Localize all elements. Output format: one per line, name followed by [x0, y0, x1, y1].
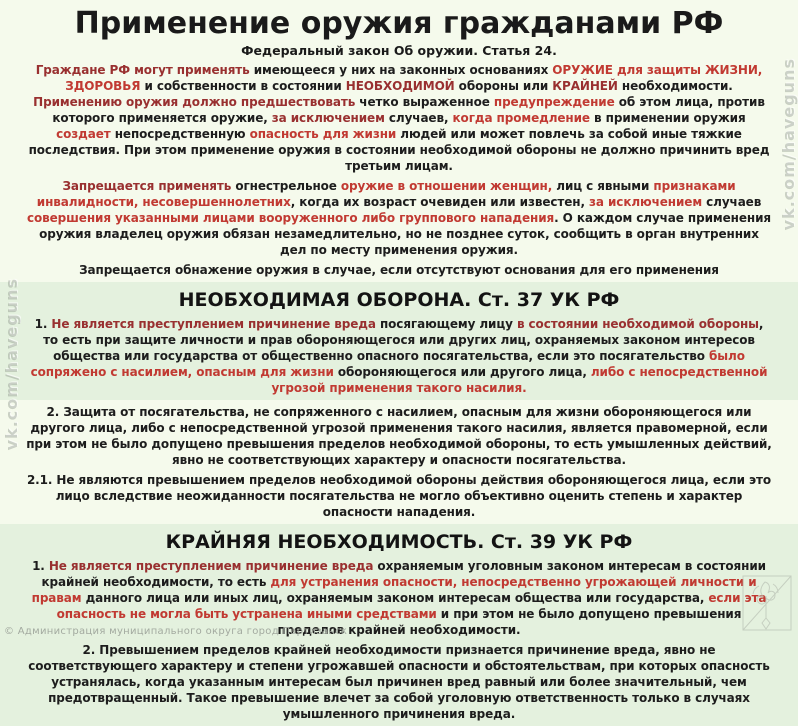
- page-subtitle: Федеральный закон Об оружии. Статья 24.: [241, 43, 557, 58]
- section-defense-band-2: [0, 400, 798, 524]
- watermark-left: vk.com/haveguns: [2, 278, 21, 451]
- section-heading-defense: НЕОБХОДИМАЯ ОБОРОНА. Ст. 37 УК РФ: [178, 289, 620, 311]
- intro-paragraph-1: Граждане РФ могут применять имеющееся у них на законных основаниях ОРУЖИЕ для защиты ЖИЗНИ, ЗДОРОВЬЯ и собственности в состоянии НЕОБХОДИМОЙ обороны или КРАЙНЕЙ необходимости. Применению оружия должно предшествовать четко выраженное предупреждение об этом лица, против которого применяется оружие, за исключением случаев, когда промедление в применении оружия создает непосредственную опасность для жизни людей или может повлечь за собой иные тяжкие последствия. При этом применение оружия в состоянии необходимой обороны не должно причинить вред третьим лицам.: [28, 63, 770, 173]
- intro-paragraph-3: Запрещается обнажение оружия в случае, если отсутствуют основания для его применения: [79, 263, 719, 277]
- intro-paragraph-2: Запрещается применять огнестрельное оружие в отношении женщин, лиц с явными признаками инвалидности, несовершеннолетних, когда их возраст очевиден или известен, за исключением случаев совершения указанными лицами вооруженного либо группового нападения. О каждом случае применения оружия владелец оружия обязан незамедлительно, но не позднее суток, сообщить в орган внутренних дел по месту применения оружия.: [26, 179, 771, 257]
- section-heading-necessity: КРАЙНЯЯ НЕОБХОДИМОСТЬ. Ст. 39 УК РФ: [165, 531, 633, 553]
- copyright-text: © Администрация муниципального округа город Партизанск: [4, 626, 348, 637]
- crest-emblem-icon: [737, 568, 795, 634]
- section-defense-band: [0, 282, 798, 400]
- intro-band: [0, 0, 798, 282]
- necessity-paragraph-1: 1. Не является преступлением причинение вреда охраняемым уголовным законом интересам в состоянии крайней необходимости, то есть для устранения опасности, непосредственно угрожающей личности и правам данного лица или иных лиц, охраняемым законом интересам общества или государства, если эта опасность не могла быть устранена иными средствами и при этом не было допущено превышения пределов крайней необходимости.: [31, 559, 767, 637]
- defense-paragraph-2-1: 2.1. Не являются превышением пределов необходимой обороны действия обороняющегося лица, если это лицо вследствие неожиданности посягательства не могло объективно оценить степень и характер опасности нападения.: [26, 473, 772, 519]
- page-title: Применение оружия гражданами РФ: [74, 6, 724, 41]
- watermark-right: vk.com/haveguns: [779, 58, 798, 231]
- defense-paragraph-2: 2. Защита от посягательства, не сопряженного с насилием, опасным для жизни обороняющегося или другого лица, либо с непосредственной угрозой применения такого насилия, является правомерной, если при этом не было допущено превышения пределов необходимой обороны, то есть умышленных действий, явно не соответствующих характеру и опасности посягательства.: [26, 405, 772, 467]
- defense-paragraph-1: 1. Не является преступлением причинение вреда посягающему лицу в состоянии необходимой обороны, то есть при защите личности и прав обороняющегося или других лиц, охраняемых законом интересов общества или государства от общественно опасного посягательства, если это посягательство было сопряжено с насилием, опасным для жизни обороняющегося или другого лица, либо с непосредственной угрозой применения такого насилия.: [30, 317, 768, 395]
- section-necessity-band: [0, 524, 798, 726]
- necessity-paragraph-2: 2. Превышением пределов крайней необходимости признается причинение вреда, явно не соответствующего характеру и степени угрожавшей опасности и обстоятельствам, при которых опасность устранялась, когда указанным интересам был причинен вред равный или более значительный, чем предотвращенный. Такое превышение влечет за собой уголовную ответственность только в случаях умышленного причинения вреда.: [28, 643, 770, 721]
